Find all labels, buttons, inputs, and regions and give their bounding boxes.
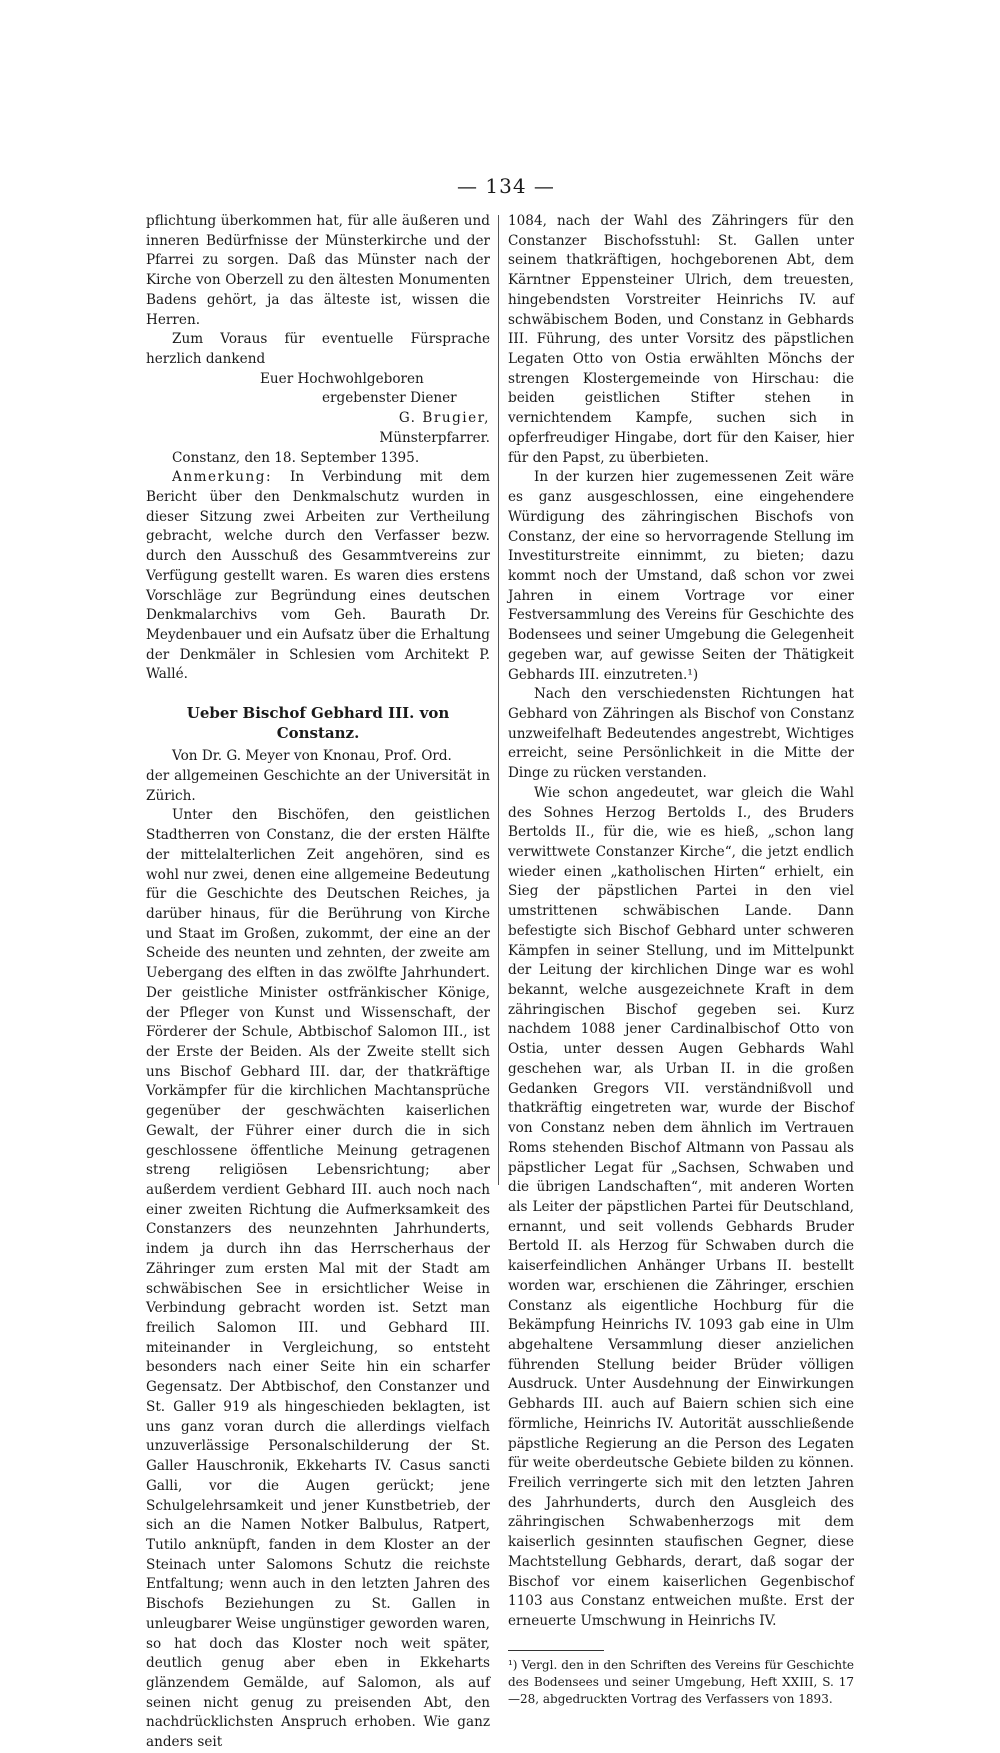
signature-title: Münsterpfarrer.	[379, 429, 490, 446]
paragraph: pflichtung überkommen hat, für alle äußeren und inneren Bedürfnisse der Münsterkirche und der Pfarrei zu sorgen. Daß das Münster nach der Kirche von Oberzell zu den ältesten Monumenten Badens gehört, ja das älteste ist, wissen die Herren.	[146, 213, 490, 328]
right-column	[508, 212, 854, 1708]
page-number: — 134 —	[457, 174, 555, 198]
left-column	[146, 212, 490, 1753]
article-body: Unter den Bischöfen, den geistlichen Stadtherren von Constanz, die der ersten Hälfte der mittelalterlichen Zeit angehören, sind es wohl nur zwei, denen eine allgemeine Bedeutung für die Geschichte des Deutschen Reiches, ja darüber hinaus, für die Berührung von Kirche und Staat im Großen, zukommt, der eine an der Scheide des neunten und zehnten, der zweite am Uebergang des elften in das zwölfte Jahrhundert. Der geistliche Minister ostfränkischer Könige, der Pfleger von Kunst und Wissenschaft, der Förderer der Schule, Abtbischof Salomon III., ist der Erste der Beiden. Als der Zweite stellt sich uns Bischof Gebhard III. dar, der thatkräftige Vorkämpfer für die kirchlichen Machtansprüche gegenüber der geschwächten kaiserlichen Gewalt, der Führer einer durch die in sich geschlossene öffentliche Meinung getragenen streng religiösen Lebensrichtung; aber außerdem verdient Gebhard III. auch noch nach einer zweiten Richtung die Aufmerksamkeit des Constanzers des neunzehnten Jahrhunderts, indem ja durch ihn das Herrscherhaus der Zähringer zum ersten Mal mit der Stadt am schwäbischen See in ersichtlicher Weise in Verbindung gebracht worden ist. Setzt man freilich Salomon III. und Gebhard III. miteinander in Vergleichung, so entsteht besonders nach einer Seite hin ein scharfer Gegensatz. Der Abtbischof, den Constanzer und St. Galler 919 als hingeschieden beklagten, ist uns ganz voran durch die allerdings vielfach unzuverlässige Personalschilderung der St. Galler Hauschronik, Ekkeharts IV. Casus sancti Galli, vor die Augen gerückt; jene Schulgelehrsamkeit und jener Kunstbetrieb, der sich an die Namen Notker Balbulus, Ratpert, Tutilo anknüpft, fanden in dem Kloster an der Steinach unter Salomons Schutz die reichste Entfaltung; wenn auch in den letzten Jahren des Bischofs Beziehungen zu St. Gallen in unleugbarer Weise ungünstiger geworden waren, so hat doch das Kloster noch weit später, deutlich genug aber eben in Ekkeharts glänzendem Gemälde, auf Salomon, als auf seinen nicht genug zu preisenden Abt, den nachdrücklichsten Anspruch erhoben. Wie ganz anders seit	[146, 807, 490, 1751]
letter-closing	[146, 370, 490, 449]
note-label: Anmerkung:	[172, 469, 273, 486]
paragraph: In der kurzen hier zugemessenen Zeit wäre es ganz ausgeschlossen, eine eingehendere Würdigung des zähringischen Bischofs von Constanz, der eine so hervorragende Stellung im Investiturstreite einnimmt, zu bieten; dazu kommt noch der Umstand, daß schon vor zwei Jahren in einem Vortrage vor einer Festversammlung des Vereins für Geschichte des Bodensees und seiner Umgebung die Gelegenheit gegeben war, auf gewisse Seiten der Thätigkeit Gebhards III. einzutreten.¹)	[508, 469, 854, 683]
column-divider	[498, 215, 499, 1185]
dateline: Constanz, den 18. September 1395.	[172, 449, 420, 466]
byline-affiliation: der allgemeinen Geschichte an der Universität in Zürich.	[146, 767, 490, 804]
paragraph: Nach den verschiedensten Richtungen hat Gebhard von Zähringen als Bischof von Constanz unzweifelhaft Bedeutendes angestrebt, Wichtiges erreicht, seine Persönlichkeit in die Mitte der Dinge zu rücken verstanden.	[508, 686, 854, 782]
footnote: ¹) Vergl. den in den Schriften des Vereins für Geschichte des Bodensees und seiner Umgebung, Heft XXIII, S. 17—28, abgedruckten Vortrag des Verfassers von 1893.	[508, 1657, 854, 1706]
signature-name: G. Brugier,	[398, 410, 490, 427]
note-text: In Verbindung mit dem Bericht über den Denkmalschutz wurden in dieser Sitzung zwei Arbeiten zur Vertheilung gebracht, welche durch den Verfasser bezw. durch den Ausschuß des Gesammtvereins zur Verfügung gestellt waren. Es waren dies erstens Vorschläge zur Begründung eines deutschen Denkmalarchivs vom Geh. Baurath Dr. Meydenbauer und ein Aufsatz über die Erhaltung der Denkmäler in Schlesien vom Architekt P. Wallé.	[146, 469, 490, 683]
paragraph: Wie schon angedeutet, war gleich die Wahl des Sohnes Herzog Bertolds I., des Bruders Bertolds II., für die, wie es hieß, „schon lang verwittwete Constanzer Kirche“, die jetzt endlich wieder einen „katholischen Hirten“ erhielt, ein Sieg der päpstlichen Partei in den viel umstrittenen schwäbischen Lande. Dann befestigte sich Bischof Gebhard unter schweren Kämpfen in seiner Stellung, und im Mittelpunkt der Leitung der kirchlichen Dinge war es wohl bekannt, welche ausgezeichnete Kraft in dem zähringischen Bischof gegeben sei. Kurz nachdem 1088 jener Cardinalbischof Otto von Ostia, unter dessen Augen Gebhards Wahl geschehen war, als Urban II. in die großen Gedanken Gregors VII. verständnißvoll und thatkräftig eingetreten war, wurde der Bischof von Constanz neben dem ähnlich im Vertrauen Roms stehenden Bischof Altmann von Passau als päpstlicher Legat für „Sachsen, Schwaben und die übrigen Landschaften“, mit anderen Worten als Leiter der päpstlichen Partei für Deutschland, ernannt, und seit vollends Gebhards Bruder Bertold II. als Herzog für Schwaben durch die kaiserfeindlichen Anhänger Urbans II. bestellt worden war, erschienen die Zähringer, erschien Constanz als eigentliche Hochburg für die Bekämpfung Heinrichs IV. 1093 gab eine in Ulm abgehaltene Versammlung dieser anzielichen führenden Stellung beider Brüder völligen Ausdruck. Unter Ausdehnung der Einwirkungen Gebhards III. auch auf Baiern schien sich eine förmliche, Heinrichs IV. Autorität ausschließende päpstliche Regierung an die Person des Legaten für weite oberdeutsche Gebiete bilden zu können. Freilich verringerte sich mit den letzten Jahren des Jahrhunderts, durch den Ausgleich des zähringischen Schwabenherzogs mit dem kaiserlich gesinnten staufischen Gegner, diese Machtstellung Gebhards, derart, daß sogar der Bischof vor einem kaiserlichen Gegenbischof 1103 aus Constanz entweichen mußte. Erst der erneuerte Umschwung in Heinrichs IV.	[508, 784, 854, 1630]
paragraph: 1084, nach der Wahl des Zähringers für den Constanzer Bischofsstuhl: St. Gallen unter seinem thatkräftigen, hochgeborenen Abt, dem Kärntner Eppensteiner Ulrich, dem treuesten, hingebendsten Vorstreiter Heinrichs IV. auf schwäbischem Boden, und Constanz in Gebhards III. Führung, des unter Vorsitz des päpstlichen Legaten Otto von Ostia erwählten Mönchs der strengen Klostergemeinde von Hirschau: die beiden geistlichen Stifter stehen in vernichtendem Kampfe, suchen sich in opferfreudiger Hingabe, dort für den Kaiser, hier für den Papst, zu überbieten.	[508, 213, 854, 466]
salutation: Euer Hochwohlgeboren	[260, 370, 424, 387]
note-paragraph	[146, 468, 490, 685]
closing-line: ergebenster Diener	[322, 390, 457, 407]
byline: Von Dr. G. Meyer von Knonau, Prof. Ord.	[172, 748, 452, 765]
paragraph: Zum Voraus für eventuelle Fürsprache herzlich dankend	[146, 331, 490, 368]
article-title: Ueber Bischof Gebhard III. von Constanz.	[186, 704, 450, 743]
footnote-rule	[508, 1650, 604, 1651]
